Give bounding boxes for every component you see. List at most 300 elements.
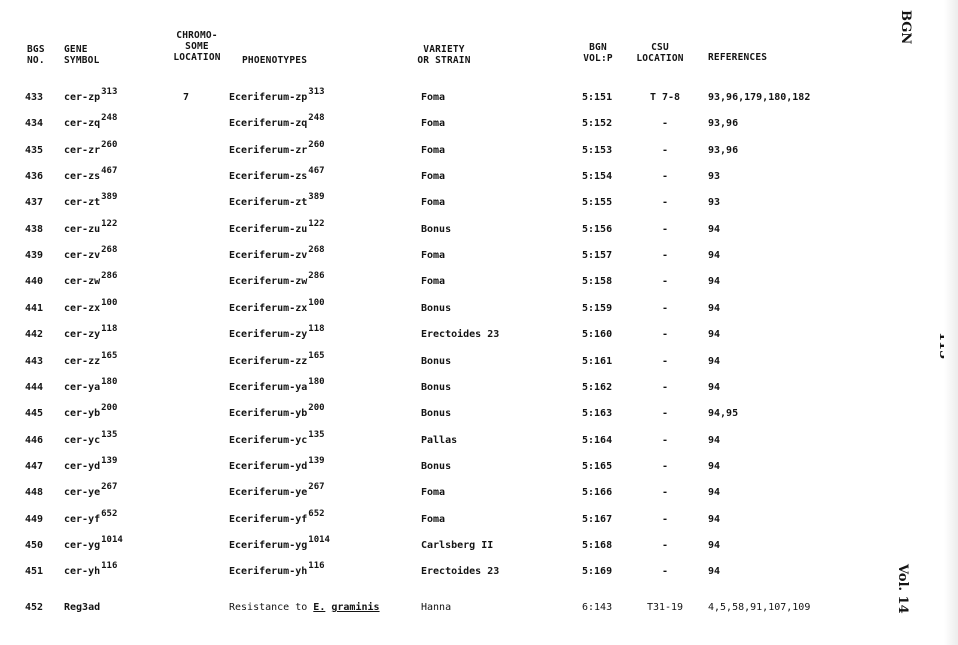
csu-location — [632, 171, 698, 183]
phenotype-superscript: 135 — [308, 429, 325, 440]
phenotype — [229, 166, 325, 183]
bgs-number-text: 434 — [25, 118, 44, 130]
bgs-number — [25, 171, 43, 183]
csu-location-text: - — [661, 381, 669, 393]
phenotype-text: Eceriferum-zz — [229, 355, 308, 367]
csu-location — [632, 487, 698, 499]
bgs-number — [25, 382, 43, 394]
header-bgs-no-line2: NO. — [27, 55, 45, 66]
bgn-volume-page-text: 5:155 — [582, 197, 613, 209]
references — [708, 250, 720, 262]
csu-location-text: - — [661, 302, 669, 314]
phenotype-prefix: Resistance to — [229, 602, 314, 613]
header-bgn-vol-line2: VOL:P — [583, 53, 613, 64]
bgs-number — [25, 303, 43, 315]
header-phenotypes — [242, 55, 307, 66]
table-row — [0, 297, 860, 323]
phenotype-text: Eceriferum-zx — [229, 302, 308, 314]
bgs-number-text: 433 — [25, 92, 44, 103]
gene-symbol: Reg3ad — [64, 602, 101, 613]
bgn-volume-page-text: 5:165 — [582, 460, 613, 472]
bgn-volume-page-text: 5:153 — [582, 144, 613, 156]
bgs-number-text: 447 — [25, 460, 44, 472]
csu-location-text: - — [661, 250, 669, 262]
gene-symbol-superscript: 100 — [101, 297, 118, 308]
references — [708, 197, 720, 209]
bgs-number — [25, 408, 43, 420]
bgs-number — [25, 118, 43, 130]
bgs-number — [25, 514, 43, 526]
variety-strain — [421, 382, 451, 394]
gene-symbol-text: cer-ya — [64, 381, 101, 393]
references — [708, 435, 720, 447]
bgn-volume-page-text: 5:158 — [582, 276, 613, 288]
header-variety-line1: VARIETY — [423, 44, 465, 55]
gene-symbol — [64, 113, 118, 130]
bgn-volume-page — [582, 145, 612, 157]
table-row — [0, 218, 860, 244]
gene-symbol — [64, 166, 118, 183]
phenotype-superscript: 118 — [308, 324, 325, 335]
bgn-volume-page — [582, 461, 612, 473]
phenotype-text: Eceriferum-zw — [229, 276, 308, 288]
header-chrom-line2: SOME — [185, 41, 209, 52]
csu-location — [632, 566, 698, 578]
gene-symbol — [64, 561, 118, 578]
phenotype-superscript: 200 — [308, 403, 325, 414]
variety-strain-text: Pallas — [421, 434, 458, 446]
bgs-number-text: 439 — [25, 250, 44, 262]
csu-location-text: - — [661, 487, 669, 499]
table-row — [0, 560, 860, 586]
bgn-volume-page-text: 5:167 — [582, 513, 613, 525]
table-row — [0, 402, 860, 428]
table-row — [0, 534, 860, 560]
phenotype — [229, 602, 380, 614]
header-bgn-vol — [576, 42, 620, 64]
variety-strain — [421, 197, 445, 209]
gene-symbol — [64, 139, 118, 157]
table-row — [0, 86, 860, 112]
gene-symbol-text: cer-zr — [64, 144, 101, 156]
phenotype-text: Eceriferum-zp — [229, 92, 308, 103]
header-gene-symbol-line1: GENE — [64, 44, 88, 55]
phenotype-text: Eceriferum-zr — [229, 144, 308, 156]
bgs-number — [25, 435, 43, 447]
variety-strain — [421, 250, 445, 262]
header-bgs-no — [27, 44, 45, 66]
phenotype — [229, 508, 325, 526]
table-row — [0, 165, 860, 191]
phenotype-text: Eceriferum-zv — [229, 250, 308, 262]
csu-location-text: - — [661, 171, 669, 183]
gene-symbol-superscript: 116 — [101, 561, 118, 572]
variety-strain — [421, 224, 451, 236]
bgs-number-text: 448 — [25, 487, 44, 499]
csu-location — [632, 250, 698, 262]
variety-strain-text: Foma — [421, 197, 446, 209]
csu-location-text: T 7-8 — [649, 92, 681, 103]
gene-symbol-superscript: 260 — [101, 139, 118, 150]
references-text: 94 — [708, 223, 721, 235]
csu-location — [632, 92, 698, 104]
bgs-number-text: 451 — [25, 566, 44, 578]
gene-symbol-text: cer-zw — [64, 276, 101, 288]
gene-symbol-text: cer-ye — [64, 487, 101, 499]
variety-strain-text: Erectoides 23 — [421, 566, 500, 578]
phenotype-superscript: 267 — [308, 482, 325, 493]
bgs-number — [25, 356, 43, 368]
phenotype — [229, 87, 325, 104]
variety-strain — [421, 145, 445, 157]
references — [708, 145, 738, 157]
bgs-number-text: 444 — [25, 381, 44, 393]
phenotype — [229, 297, 325, 315]
references-text: 94 — [708, 355, 721, 367]
phenotype-superscript: 122 — [308, 218, 325, 229]
gene-symbol — [64, 508, 118, 526]
header-chrom-line1: CHROMO- — [176, 30, 218, 41]
gene-symbol-superscript: 200 — [101, 403, 118, 414]
gene-symbol-superscript: 248 — [101, 113, 118, 124]
gene-symbol-text: cer-zz — [64, 355, 101, 367]
phenotype — [229, 113, 325, 130]
phenotype-text: Eceriferum-zy — [229, 329, 308, 341]
phenotype-species: graminis — [331, 602, 380, 613]
gene-symbol-text: cer-zq — [64, 118, 101, 130]
chromosome-location-text: 7 — [183, 92, 190, 103]
phenotype-text: Eceriferum-ye — [229, 487, 308, 499]
bgs-number-text: 438 — [25, 223, 44, 235]
variety-strain-text: Bonus — [421, 223, 452, 235]
header-chrom-line3: LOCATION — [173, 52, 221, 63]
csu-location-text: - — [661, 276, 669, 288]
variety-strain — [421, 356, 451, 368]
phenotype-superscript: 100 — [308, 297, 325, 308]
csu-location — [632, 514, 698, 526]
bgn-volume-page — [582, 250, 612, 262]
references — [708, 92, 810, 104]
references — [708, 540, 720, 552]
variety-strain — [421, 92, 445, 104]
gene-symbol-text: cer-zt — [64, 197, 101, 209]
gene-symbol-superscript: 139 — [101, 455, 118, 466]
phenotype-text: Eceriferum-zq — [229, 118, 308, 130]
phenotype — [229, 429, 325, 447]
bgs-number-text: 437 — [25, 197, 44, 209]
phenotype-superscript: 139 — [308, 455, 325, 466]
references — [708, 382, 720, 394]
gene-symbol — [64, 87, 118, 104]
bgn-volume-page — [582, 303, 612, 315]
phenotype-superscript: 467 — [308, 166, 325, 177]
table-row — [0, 376, 860, 402]
csu-location-text: - — [661, 144, 669, 156]
phenotype-text: Eceriferum-zt — [229, 197, 308, 209]
csu-location — [632, 435, 698, 447]
gene-symbol-text: cer-yg — [64, 539, 101, 551]
csu-location-text: - — [661, 513, 669, 525]
bgn-volume-page-text: 5:151 — [582, 92, 613, 103]
variety-strain-text: Bonus — [421, 460, 452, 472]
header-references — [708, 52, 767, 63]
gene-symbol-superscript: 1014 — [101, 534, 123, 545]
phenotype — [229, 350, 325, 368]
gene-symbol-superscript: 267 — [101, 482, 118, 493]
gene-symbol-text: cer-zp — [64, 92, 101, 103]
variety-strain — [421, 303, 451, 315]
bgn-volume-page — [582, 118, 612, 130]
bgn-volume-page — [582, 514, 612, 526]
gene-symbol-superscript: 389 — [101, 192, 118, 203]
header-gene-symbol-line2: SYMBOL — [64, 55, 100, 66]
bgs-number-text: 443 — [25, 355, 44, 367]
gene-symbol-superscript: 467 — [101, 166, 118, 177]
bgs-number: 452 — [25, 602, 44, 613]
references-text: 93 — [708, 171, 721, 183]
csu-location — [632, 461, 698, 473]
variety-strain-text: Foma — [421, 487, 446, 499]
bgn-volume-page-text: 5:169 — [582, 566, 613, 578]
bgn-volume-page — [582, 487, 612, 499]
gene-symbol-superscript: 180 — [101, 376, 118, 387]
table-row — [0, 139, 860, 165]
csu-location — [632, 276, 698, 288]
bgs-number — [25, 250, 43, 262]
csu-location — [632, 197, 698, 209]
variety-strain — [421, 461, 451, 473]
bgs-number-text: 449 — [25, 513, 44, 525]
csu-location-text: - — [661, 329, 669, 341]
csu-location — [632, 118, 698, 130]
phenotype-text: Eceriferum-zu — [229, 223, 308, 235]
references — [708, 303, 720, 315]
bgn-volume-page — [582, 329, 612, 341]
bgn-volume-page-text: 5:157 — [582, 250, 613, 262]
csu-location-text: - — [661, 118, 669, 130]
csu-location — [632, 329, 698, 341]
references — [708, 329, 720, 341]
phenotype — [229, 218, 325, 236]
phenotype-genus: E. — [313, 602, 326, 613]
phenotype-superscript: 165 — [308, 350, 325, 361]
references-text: 94,95 — [708, 408, 739, 420]
gene-symbol-text: cer-zs — [64, 171, 101, 183]
bgn-volume-page-text: 5:160 — [582, 329, 613, 341]
bgn-volume-page — [582, 92, 612, 104]
csu-location — [632, 408, 698, 420]
bgs-number — [25, 540, 43, 552]
variety-strain-text: Carlsberg II — [421, 539, 494, 551]
references: 4,5,58,91,107,109 — [708, 602, 811, 613]
gene-symbol — [64, 350, 118, 368]
table-row — [0, 270, 860, 296]
bgn-volume-page — [582, 435, 612, 447]
csu-location — [632, 224, 698, 236]
phenotype — [229, 455, 325, 473]
csu-location-text: - — [661, 408, 669, 420]
phenotype-text: Eceriferum-yb — [229, 408, 308, 420]
references — [708, 514, 720, 526]
phenotype — [229, 561, 325, 578]
gene-symbol — [64, 297, 118, 315]
header-csu-location — [630, 42, 690, 64]
table-row — [0, 596, 860, 622]
gene-symbol-superscript: 652 — [101, 508, 118, 519]
variety-strain — [421, 171, 445, 183]
bgs-number — [25, 224, 43, 236]
csu-location — [632, 145, 698, 157]
variety-strain-text: Foma — [421, 513, 446, 525]
phenotype-superscript: 313 — [308, 87, 325, 97]
variety-strain — [421, 435, 457, 447]
phenotype-superscript: 389 — [308, 192, 325, 203]
variety-strain-text: Foma — [421, 276, 446, 288]
phenotype — [229, 482, 325, 499]
bgs-number — [25, 276, 43, 288]
references-text: 93,96,179,180,182 — [708, 92, 811, 103]
bgn-volume-page — [582, 356, 612, 368]
variety-strain-text: Foma — [421, 171, 446, 183]
phenotype — [229, 534, 330, 552]
phenotype — [229, 324, 325, 341]
gene-symbol-superscript: 165 — [101, 350, 118, 361]
header-references-line1: REFERENCES — [708, 52, 768, 63]
bgn-volume-page — [582, 171, 612, 183]
gene-symbol-text: cer-zx — [64, 302, 101, 314]
csu-location-text: - — [661, 355, 669, 367]
bgs-number-text: 435 — [25, 144, 44, 156]
journal-name: BGN — [898, 10, 913, 45]
variety-strain — [421, 566, 499, 578]
gene-symbol-text: cer-yc — [64, 434, 101, 446]
gene-symbol — [64, 534, 123, 552]
phenotype-superscript: 286 — [308, 271, 325, 282]
table-row — [0, 508, 860, 534]
phenotype-text: Eceriferum-yh — [229, 566, 308, 578]
gene-symbol — [64, 403, 118, 420]
references-text: 94 — [708, 539, 721, 551]
csu-location-text: - — [661, 434, 669, 446]
references-text: 94 — [708, 566, 721, 578]
references — [708, 408, 738, 420]
header-bgs-no-line1: BGS — [27, 44, 45, 55]
variety-strain — [421, 276, 445, 288]
bgs-number-text: 436 — [25, 171, 44, 183]
bgn-volume-page-text: 5:162 — [582, 381, 613, 393]
variety-strain-text: Bonus — [421, 355, 452, 367]
references — [708, 171, 720, 183]
gene-symbol-superscript: 135 — [101, 429, 118, 440]
csu-location — [632, 540, 698, 552]
bgn-volume-page — [582, 382, 612, 394]
references — [708, 356, 720, 368]
table-row — [0, 455, 860, 481]
gene-symbol — [64, 245, 118, 262]
header-csu-line2: LOCATION — [636, 53, 684, 64]
csu-location-text: - — [661, 460, 669, 472]
variety-strain-text: Foma — [421, 92, 446, 103]
header-variety-line2: OR STRAIN — [417, 55, 471, 66]
variety-strain-text: Foma — [421, 144, 446, 156]
bgn-volume-page-text: 5:156 — [582, 223, 613, 235]
phenotype-text: Eceriferum-yg — [229, 539, 308, 551]
bgs-number-text: 445 — [25, 408, 44, 420]
references-text: 94 — [708, 381, 721, 393]
phenotype — [229, 403, 325, 420]
references-text: 93 — [708, 197, 721, 209]
phenotype-text: Eceriferum-yf — [229, 513, 308, 525]
table-row — [0, 350, 860, 376]
bgs-number — [25, 461, 43, 473]
bgs-number-text: 450 — [25, 539, 44, 551]
header-variety-strain — [408, 44, 480, 66]
bgs-number-text: 440 — [25, 276, 44, 288]
header-bgn-vol-line1: BGN — [589, 42, 607, 53]
bgn-volume-page-text: 5:161 — [582, 355, 613, 367]
references-text: 94 — [708, 434, 721, 446]
phenotype-superscript: 1014 — [308, 534, 330, 545]
bgn-volume-page-text: 5:152 — [582, 118, 613, 130]
table-row — [0, 191, 860, 217]
references-text: 94 — [708, 513, 721, 525]
csu-location-text: - — [661, 539, 669, 551]
bgs-number — [25, 197, 43, 209]
variety-strain — [421, 540, 493, 552]
bgn-volume-page — [582, 566, 612, 578]
references-text: 94 — [708, 460, 721, 472]
variety-strain: Hanna — [421, 602, 452, 613]
table-row — [0, 481, 860, 507]
bgn-volume-page-text: 5:159 — [582, 302, 613, 314]
phenotype-text: Eceriferum-zs — [229, 171, 308, 183]
bgs-number-text: 442 — [25, 329, 44, 341]
phenotype — [229, 271, 325, 288]
phenotype — [229, 139, 325, 157]
gene-symbol — [64, 271, 118, 288]
variety-strain-text: Foma — [421, 250, 446, 262]
variety-strain — [421, 487, 445, 499]
gene-symbol-superscript: 313 — [101, 87, 118, 97]
gene-symbol-superscript: 118 — [101, 324, 118, 335]
gene-symbol — [64, 218, 118, 236]
gene-symbol-superscript: 122 — [101, 218, 118, 229]
bgn-volume-page-text: 5:166 — [582, 487, 613, 499]
references-text: 94 — [708, 302, 721, 314]
gene-symbol — [64, 455, 118, 473]
variety-strain — [421, 118, 445, 130]
variety-strain-text: Bonus — [421, 381, 452, 393]
gene-symbol — [64, 482, 118, 499]
gene-symbol — [64, 376, 118, 394]
bgs-number — [25, 487, 43, 499]
variety-strain — [421, 408, 451, 420]
phenotype-superscript: 116 — [308, 561, 325, 572]
references-text: 94 — [708, 329, 721, 341]
phenotype — [229, 245, 325, 262]
header-chromosome-location — [162, 30, 232, 63]
bgs-number — [25, 566, 43, 578]
references — [708, 224, 720, 236]
csu-location-text: - — [661, 197, 669, 209]
references-text: 94 — [708, 487, 721, 499]
variety-strain — [421, 329, 499, 341]
bgn-volume-page — [582, 540, 612, 552]
references-text: 94 — [708, 276, 721, 288]
page-edge-shadow — [944, 0, 958, 645]
gene-symbol-text: cer-zv — [64, 250, 101, 262]
phenotype-superscript: 180 — [308, 376, 325, 387]
